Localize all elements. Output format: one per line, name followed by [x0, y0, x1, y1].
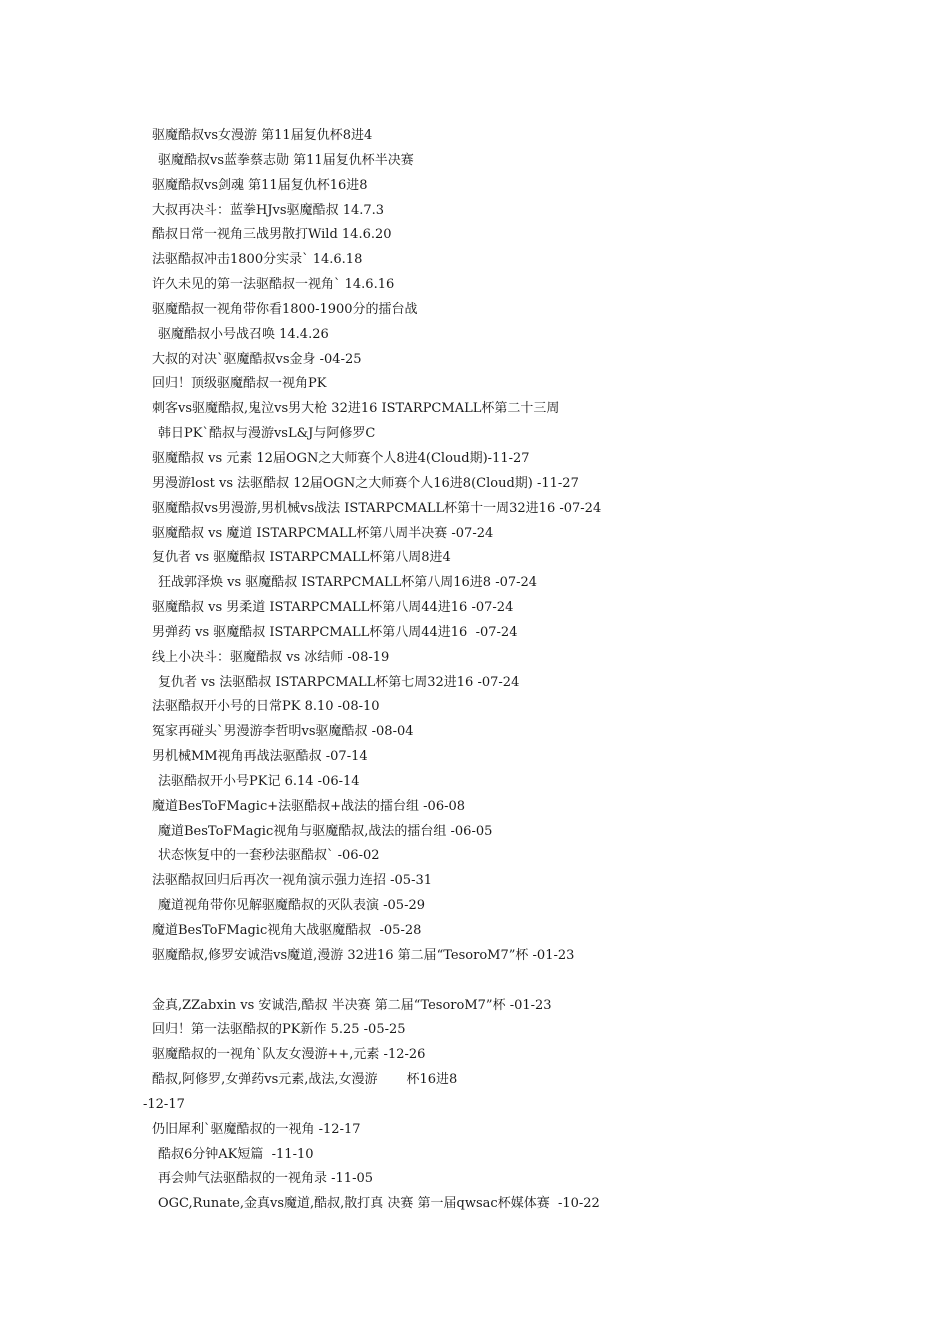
list-item: 酷叔,阿修罗,女弹药vs元素,战法,女漫游 杯16进8 — [152, 1072, 458, 1088]
list-item: 驱魔酷叔 vs 元素 12届OGN之大师赛个人8进4(Cloud期)-11-27 — [152, 450, 530, 466]
list-item: 大叔再决斗：蓝拳HJvs驱魔酷叔 14.7.3 — [152, 202, 385, 218]
video-title-list — [0, 124, 950, 1217]
list-item: 线上小决斗：驱魔酷叔 vs 冰结师 -08-19 — [152, 649, 390, 665]
list-item: 刺客vs驱魔酷叔,鬼泣vs男大枪 32进16 ISTARPCMALL杯第二十三周 — [152, 401, 560, 417]
list-item: -12-17 — [143, 1096, 185, 1112]
list-item: 再会帅气法驱酷叔的一视角录 -11-05 — [158, 1171, 374, 1187]
list-item: 驱魔酷叔vs蓝拳蔡志勋 第11届复仇杯半决赛 — [158, 152, 414, 168]
list-item: 金真,ZZabxin vs 安诚浩,酷叔 半决赛 第二届“TesoroM7”杯 -01-23 — [152, 997, 552, 1013]
list-item: 男机械MM视角再战法驱酷叔 -07-14 — [152, 749, 368, 765]
list-item: 驱魔酷叔 vs 男柔道 ISTARPCMALL杯第八周44进16 -07-24 — [152, 600, 514, 616]
list-item: 魔道BesToFMagic视角大战驱魔酷叔 -05-28 — [152, 923, 422, 938]
list-item: 回归！第一法驱酷叔的PK新作 5.25 -05-25 — [152, 1022, 406, 1038]
list-item: 状态恢复中的一套秒法驱酷叔` -06-02 — [158, 848, 380, 864]
list-item: 法驱酷叔冲击1800分实录` 14.6.18 — [152, 252, 363, 268]
list-item: 驱魔酷叔的一视角`队友女漫游++,元素 -12-26 — [152, 1047, 426, 1063]
list-item: 法驱酷叔开小号PK记 6.14 -06-14 — [158, 773, 360, 789]
list-item: 法驱酷叔回归后再次一视角演示强力连招 -05-31 — [152, 873, 433, 889]
blank-line — [0, 969, 950, 994]
list-item: 酷叔日常一视角三战男散打Wild 14.6.20 — [152, 227, 392, 243]
list-item: 男弹药 vs 驱魔酷叔 ISTARPCMALL杯第八周44进16 -07-24 — [152, 624, 518, 640]
list-item: 狂战郭泽焕 vs 驱魔酷叔 ISTARPCMALL杯第八周16进8 -07-24 — [158, 575, 538, 591]
list-item: OGC,Runate,金真vs魔道,酷叔,散打真 决赛 第一届qwsac杯媒体赛 -10-22 — [158, 1196, 600, 1212]
list-item: 驱魔酷叔小号战召唤 14.4.26 — [158, 326, 329, 342]
list-item: 魔道BesToFMagic视角与驱魔酷叔,战法的擂台组 -06-05 — [158, 823, 493, 839]
list-item: 酷叔6分钟AK短篇 -11-10 — [158, 1146, 314, 1162]
list-item: 复仇者 vs 驱魔酷叔 ISTARPCMALL杯第八周8进4 — [152, 550, 451, 566]
list-item: 韩日PK`酷叔与漫游vsL&J与阿修罗C — [158, 426, 376, 442]
list-item: 魔道视角带你见解驱魔酷叔的灭队表演 -05-29 — [158, 898, 426, 914]
list-item: 驱魔酷叔vs女漫游 第11届复仇杯8进4 — [152, 128, 373, 143]
list-item: 回归！顶级驱魔酷叔一视角PK — [152, 376, 327, 392]
list-item: 复仇者 vs 法驱酷叔 ISTARPCMALL杯第七周32进16 -07-24 — [158, 674, 520, 690]
list-item: 驱魔酷叔,修罗安诚浩vs魔道,漫游 32进16 第二届“TesoroM7”杯 -01-23 — [152, 947, 575, 963]
list-item: 大叔的对决`驱魔酷叔vs金身 -04-25 — [152, 351, 362, 367]
list-item: 法驱酷叔开小号的日常PK 8.10 -08-10 — [152, 699, 380, 715]
list-item: 驱魔酷叔vs男漫游,男机械vs战法 ISTARPCMALL杯第十一周32进16 -07-24 — [152, 500, 602, 516]
list-item: 驱魔酷叔vs剑魂 第11届复仇杯16进8 — [152, 177, 368, 193]
list-item: 男漫游lost vs 法驱酷叔 12届OGN之大师赛个人16进8(Cloud期) -11-27 — [152, 475, 579, 491]
list-item: 驱魔酷叔 vs 魔道 ISTARPCMALL杯第八周半决赛 -07-24 — [152, 525, 494, 541]
list-item: 仍旧犀利`驱魔酷叔的一视角 -12-17 — [152, 1121, 361, 1137]
list-item: 冤家再碰头`男漫游李哲明vs驱魔酷叔 -08-04 — [152, 724, 414, 740]
list-item: 许久未见的第一法驱酷叔一视角` 14.6.16 — [152, 277, 395, 293]
list-item: 魔道BesToFMagic+法驱酷叔+战法的擂台组 -06-08 — [152, 798, 466, 814]
list-item: 驱魔酷叔一视角带你看1800-1900分的擂台战 — [152, 301, 418, 317]
